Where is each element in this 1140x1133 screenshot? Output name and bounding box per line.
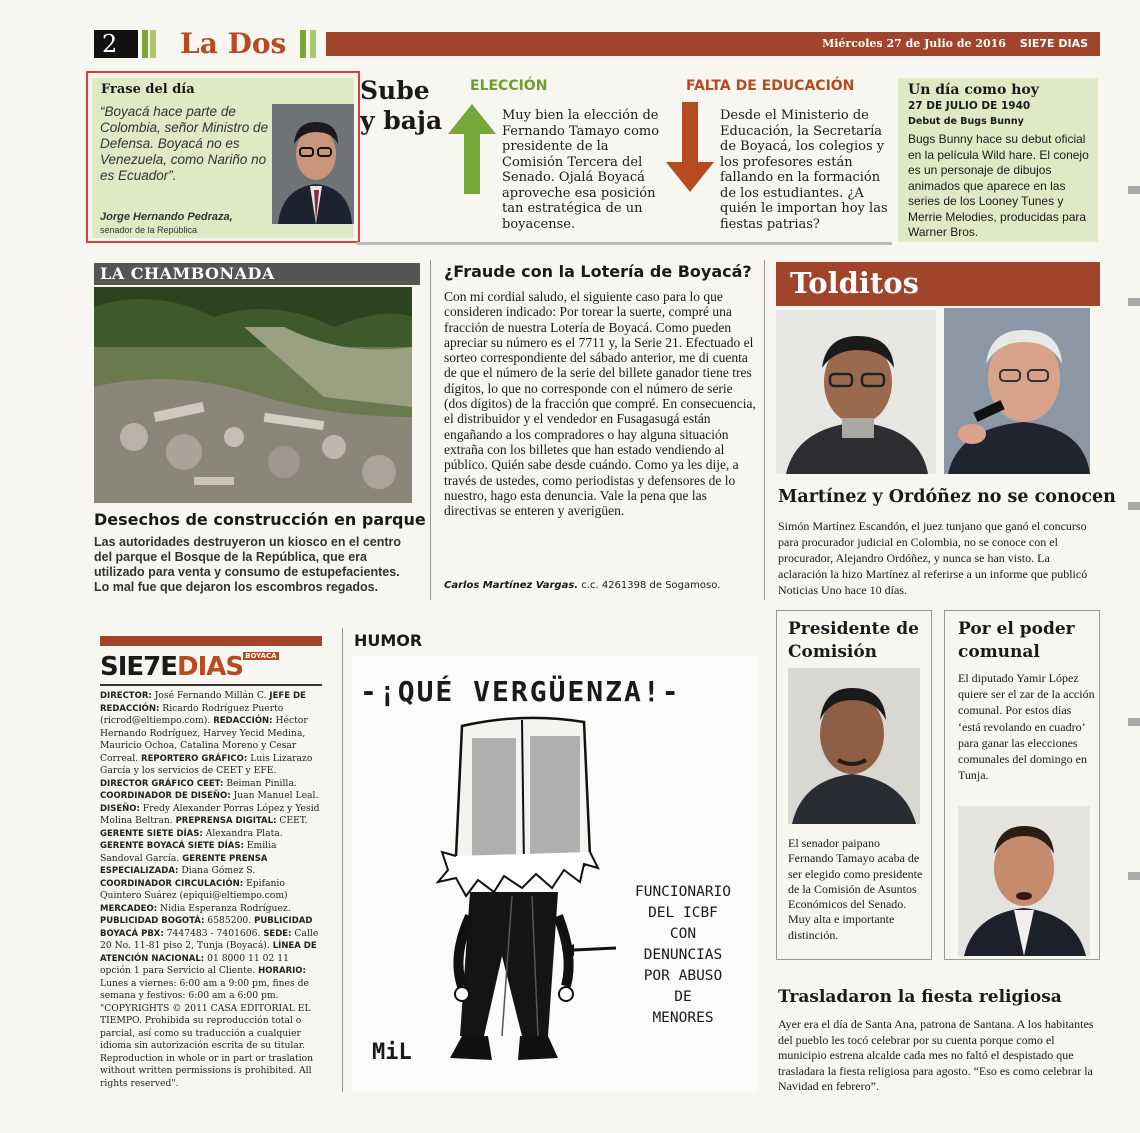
staff-role: PREPRENSA DIGITAL: (175, 816, 277, 826)
staff-person: Juan Manuel Leal. (230, 790, 319, 801)
staff-person: Ricardo Rodríguez Puerto (ricrod@eltiempo.com). (100, 702, 284, 726)
sube-baja-title-line: Sube (360, 76, 430, 105)
cartoonist-signature: MiL (372, 1040, 412, 1065)
fraude-signature (444, 580, 720, 591)
staff-person: 6585200. (204, 915, 255, 926)
presidente-text: El senador paipano Fernando Tamayo acaba de ser elegido como presidente de la Comisión de Asuntos Económicos del Senado. Muy alta e importante distinción. (788, 836, 923, 942)
staff-role: PUBLICIDAD BOGOTÁ: (100, 916, 205, 926)
presidente-photo (788, 668, 920, 824)
tolditos-text: Simón Martínez Escandón, el juez tunjano que ganó el concurso para procurador judicial en Colombia, no se conoce con el procurador, Alejandro Ordóñez, y nunca se han visto. La aclaración la hizo Martínez al referirse a un informe que publicó Noticias Uno hace 10 días. (778, 519, 1088, 597)
staff-person: 01 8000 11 02 11 opción 1 para Servicio al Cliente. (100, 952, 289, 976)
staff-role: REPORTERO GRÁFICO: (141, 753, 248, 764)
poder-photo (958, 806, 1090, 956)
staff-person: Nidia Esperanza Rodríguez. (157, 902, 291, 914)
staff-role: DISEÑO: (100, 803, 140, 814)
staff-logo-part: SIE7E (100, 652, 178, 682)
staff-person: Beiman Pinilla. (223, 777, 297, 789)
sube-baja-title (360, 76, 442, 136)
issue-date: Miércoles 27 de Julio de 2016 (822, 37, 1006, 50)
staff-role: GERENTE BOYACÁ SIETE DÍAS: (100, 841, 244, 851)
un-dia-title: Un día como hoy (908, 82, 1039, 98)
frase-quote: “Boyacá hace parte de Colombia, señor Ministro de Defensa. Boyacá no es Venezuela, como Nariño no es Ecuador”. (100, 104, 269, 183)
edge-mark (1128, 186, 1140, 194)
staff-person: 7447483 - 7401606. (163, 927, 264, 939)
staff-person: CEET. (276, 815, 308, 826)
header-accent-bar (310, 30, 316, 58)
staff-person: Epifanio Quintero Suárez (epiqui@eltiempo.com) (100, 877, 288, 901)
frase-author: Jorge Hernando Pedraza, (100, 211, 233, 223)
tolditos-photo-ordonez (944, 308, 1090, 474)
staff-role: SEDE: (263, 928, 292, 939)
staff-role: GERENTE PRENSA ESPECIALIZADA: (100, 853, 268, 876)
staff-role: DIRECTOR GRÁFICO CEET: (100, 778, 224, 789)
column-divider (430, 260, 431, 600)
fraude-signer: Carlos Martínez Vargas. (444, 580, 579, 591)
staff-role: COORDINADOR DE DISEÑO: (100, 791, 231, 801)
fraude-headline: ¿Fraude con la Lotería de Boyacá? (444, 262, 752, 281)
fraude-text: Con mi cordial saludo, el siguiente caso para lo que consideren indicado: Por torear la suerte, compré una fracción de nuestra Lotería de Boyacá. Como pueden apreciar su número es el 7711 y, la Serie 21. Efectuado el sorteo correspondiente del sábado anterior, me di cuenta de que el número de la serie del billete ganador tiene tres dígitos, lo que no corresponde con el número de serie (dos dígitos) de la fracción que compré. En consecuencia, el distribuidor y el vendedor en Fusagasugá están engañando a los compradores o hay alguna situación extraña con los billetes que han estado vendiendo al público. Quién sabe desde cuándo. Como ya les dije, a través de ustedes, como periodistas y defensores de lo nuestro, hago esta denuncia. Vale la pena que las directivas se enteren y averigüen. (444, 289, 756, 519)
falta-text: Desde el Ministerio de Educación, la Secretaría de Boyacá, los colegios y los profesores están fallando en la formación de los estudiantes. ¿A quién le importan hoy las fiestas patrias? (720, 108, 888, 232)
poder-text: El diputado Yamir López quiere ser el zar de la acción comunal. Por estos días ‘está revolando en cuadro’ para ganar las elecciones comunales del domingo en Tunja. (958, 671, 1095, 783)
staff-person: Lunes a viernes: 6:00 am a 9:00 pm, fines de semana y festivos: 6:00 am a 6:00 pm. "COPYRIGHTS © 2011 CASA EDITORIAL EL TIEMPO. Prohibida su reproducción total o parcial, así como su traducción a cualquier idioma sin autorización escrita de su titular. Reproduction in whole or in part or traslation without written permissions is prohibited. All rights reserved". (100, 977, 314, 1089)
staff-person: Emilia Sandoval García. (100, 840, 277, 864)
staff-role: JEFE DE REDACCIÓN: (100, 691, 306, 714)
staff-logo-part: DIAS (177, 652, 244, 682)
header-band (326, 32, 1100, 56)
edge-mark (1128, 872, 1140, 880)
frase-author-photo (272, 104, 354, 224)
staff-logo (100, 652, 279, 682)
header-accent-bar (300, 30, 306, 58)
page-number: 2 (94, 30, 138, 58)
staff-person: José Fernando Millán C. (151, 690, 270, 701)
chambonada-text: Las autoridades destruyeron un kiosco en el centro del parque el Bosque de la República, que era utilizado para venta y consumo de estupefacientes. Lo mal fue que dejaron los escombros regados. (94, 535, 402, 594)
frase-label: Frase del día (101, 82, 195, 97)
staff-role: COORDINADOR CIRCULACIÓN: (100, 878, 244, 889)
chambonada-label: LA CHAMBONADA (100, 264, 275, 283)
column-divider (764, 260, 765, 600)
arrow-up-icon (446, 100, 498, 200)
staff-person: Alexandra Plata. (202, 827, 283, 839)
staff-role: PUBLICIDAD BOYACÁ PBX: (100, 916, 313, 939)
edge-mark (1128, 718, 1140, 726)
header-accent-bar (150, 30, 156, 58)
header-accent-bar (142, 30, 148, 58)
tolditos-photo-martinez (776, 310, 936, 474)
sube-baja-title-line: y baja (360, 106, 443, 135)
staff-person: Luis Lizarazo García y los servicios de CEET y EFE. (100, 752, 313, 776)
un-dia-date: 27 DE JULIO DE 1940 (908, 100, 1031, 112)
chambonada-headline: Desechos de construcción en parque (94, 510, 426, 529)
trasladaron-text: Ayer era el día de Santa Ana, patrona de Santana. A los habitantes del pueblo les tocó celebrar por su cuenta porque como el municipio estrena alcalde cada mes no faltó el despistado que trasladara la fiesta religiosa para agosto. “Eso es como celebrar la Navidad en febrero”. (778, 1017, 1094, 1093)
staff-bar (100, 636, 322, 646)
staff-person: Diana Gómez S. (178, 865, 256, 876)
poder-title: Por el poder comunal (958, 619, 1075, 662)
staff-role: GERENTE SIETE DÍAS: (100, 828, 203, 839)
staff-credits (100, 690, 322, 1090)
staff-role: MERCADEO: (100, 903, 158, 914)
staff-person: Héctor Hernando Rodríguez, Harvey Yecid Medina, Mauricio Ochoa, Catalina Moreno y Cesar Correal. (100, 715, 308, 764)
presidente-title: Presidente de Comisión (788, 619, 919, 662)
divider (356, 242, 892, 245)
arrow-down-icon (664, 100, 716, 200)
humor-label: HUMOR (354, 631, 423, 650)
falta-label: FALTA DE EDUCACIÓN (686, 78, 855, 94)
un-dia-text: Bugs Bunny hace su debut oficial en la película Wild hare. El conejo es un personaje de dibujos animados que aparece en las series de los Looney Tunes y Merrie Melodies, producidas para Warner Bros. (908, 132, 1089, 239)
staff-role: REDACCIÓN: (213, 716, 273, 726)
section-title: La Dos (180, 27, 287, 60)
staff-role: LÍNEA DE ATENCIÓN NACIONAL: (100, 941, 317, 964)
eleccion-label: ELECCIÓN (470, 78, 548, 94)
un-dia-subtitle: Debut de Bugs Bunny (908, 116, 1024, 127)
tolditos-label: Tolditos (790, 266, 919, 300)
staff-rule (100, 684, 322, 686)
staff-logo-tag: BOYACÁ (245, 652, 277, 660)
staff-person: Fredy Alexander Porras López y Yesid Molina Beltran. (100, 802, 320, 826)
staff-person: Calle 20 No. 11-81 piso 2, Tunja (Boyacá). (100, 927, 319, 951)
edge-mark (1128, 502, 1140, 510)
frase-author-role: senador de la República (100, 225, 198, 235)
edge-mark (1128, 298, 1140, 306)
fraude-signer-id: c.c. 4261398 de Sogamoso. (581, 580, 721, 591)
tolditos-headline: Martínez y Ordóñez no se conocen (778, 487, 1116, 507)
chambonada-photo (94, 287, 412, 503)
cartoon-title: -¡QUÉ VERGÜENZA!- (360, 675, 681, 708)
trasladaron-headline: Trasladaron la fiesta religiosa (778, 987, 1062, 1007)
header-brand: SIE7E DIAS (1019, 37, 1088, 50)
staff-role: DIRECTOR: (100, 691, 152, 701)
cartoon-caption: FUNCIONARIO DEL ICBF CON DENUNCIAS POR ABUSO DE MENORES (634, 884, 732, 1026)
eleccion-text: Muy bien la elección de Fernando Tamayo como presidente de la Comisión Tercera del Senado. Ojalá Boyacá aproveche esa posición tan estratégica de un boyacense. (502, 108, 660, 232)
staff-role: HORARIO: (258, 966, 306, 976)
